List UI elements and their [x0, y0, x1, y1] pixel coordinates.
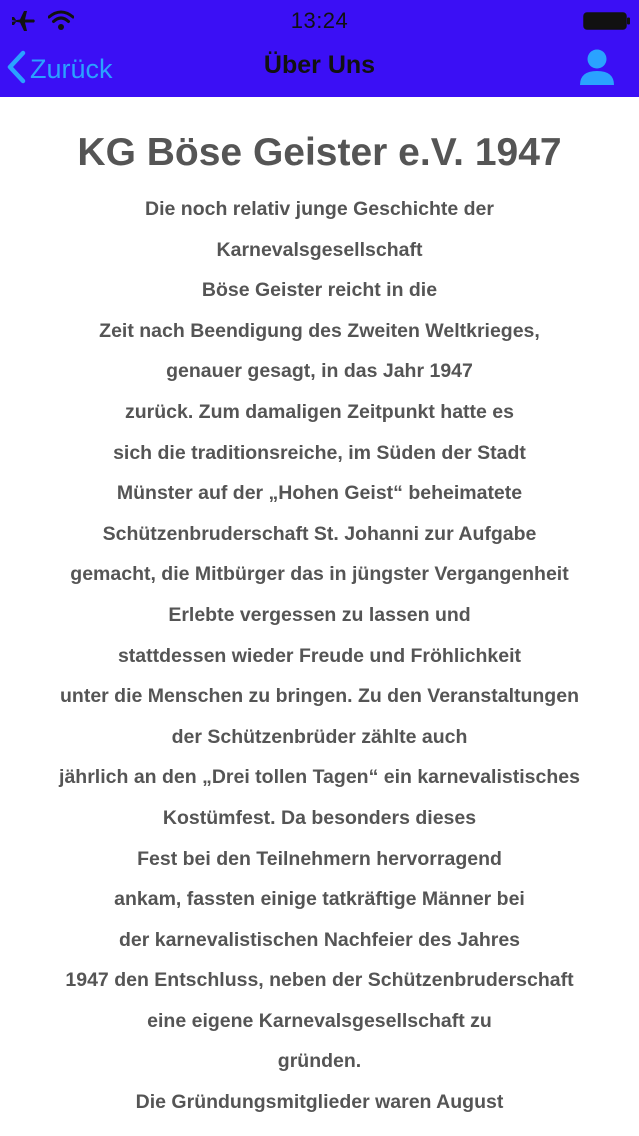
profile-button[interactable]	[577, 47, 617, 87]
text-line: genauer gesagt, in das Jahr 1947	[166, 360, 473, 383]
text-line: unter die Menschen zu bringen. Zu den Veranstaltungen	[60, 685, 579, 708]
text-line: Erlebte vergessen zu lassen und	[168, 603, 471, 626]
text-line: ankam, fassten einige tatkräftige Männer bei	[114, 888, 525, 911]
text-line: Böse Geister reicht in die	[201, 279, 438, 302]
text-line: der Schützenbrüder zählte auch	[171, 725, 468, 748]
text-line: zurück. Zum damaligen Zeitpunkt hatte es	[125, 400, 514, 423]
text-line: Münster auf der „Hohen Geist“ beheimatete	[116, 482, 523, 505]
text-line: gemacht, die Mitbürger das in jüngster Vergangenheit	[70, 563, 569, 586]
text-line: Die noch relativ junge Geschichte der	[145, 198, 494, 220]
page-title: KG Böse Geister e.V. 1947	[77, 131, 562, 174]
text-line: der karnevalistischen Nachfeier des Jahres	[118, 928, 521, 951]
text-line: Zeit nach Beendigung des Zweiten Weltkrieges,	[99, 319, 540, 342]
text-line: Kostümfest. Da besonders dieses	[162, 806, 477, 829]
text-line: Schützenbruderschaft St. Johanni zur Aufgabe	[102, 522, 537, 545]
content-area	[0, 97, 639, 1123]
back-label: Zurück	[30, 53, 113, 84]
page-header-title: Über Uns	[263, 51, 376, 79]
text-line: Karnevalsgesellschaft	[216, 238, 423, 261]
text-line: stattdessen wieder Freude und Fröhlichkeit	[117, 644, 522, 667]
status-time: 13:24	[290, 8, 349, 33]
navigation-bar	[0, 40, 639, 97]
text-line: Die Gründungsmitglieder waren August	[135, 1091, 504, 1114]
text-line: 1947 den Entschluss, neben der Schützenbruderschaft	[65, 969, 574, 992]
history-text	[0, 189, 639, 1123]
text-line: Fest bei den Teilnehmern hervorragend	[137, 847, 502, 870]
text-line: eine eigene Karnevalsgesellschaft zu	[147, 1009, 492, 1032]
top-bar	[0, 0, 639, 97]
battery-icon	[583, 12, 631, 35]
text-line: gründen.	[277, 1050, 362, 1073]
status-bar	[0, 0, 639, 40]
text-line: sich die traditionsreiche, im Süden der Stadt	[113, 441, 526, 464]
person-icon	[577, 74, 617, 91]
text-line: jährlich an den „Drei tollen Tagen“ ein karnevalistisches	[59, 766, 580, 789]
